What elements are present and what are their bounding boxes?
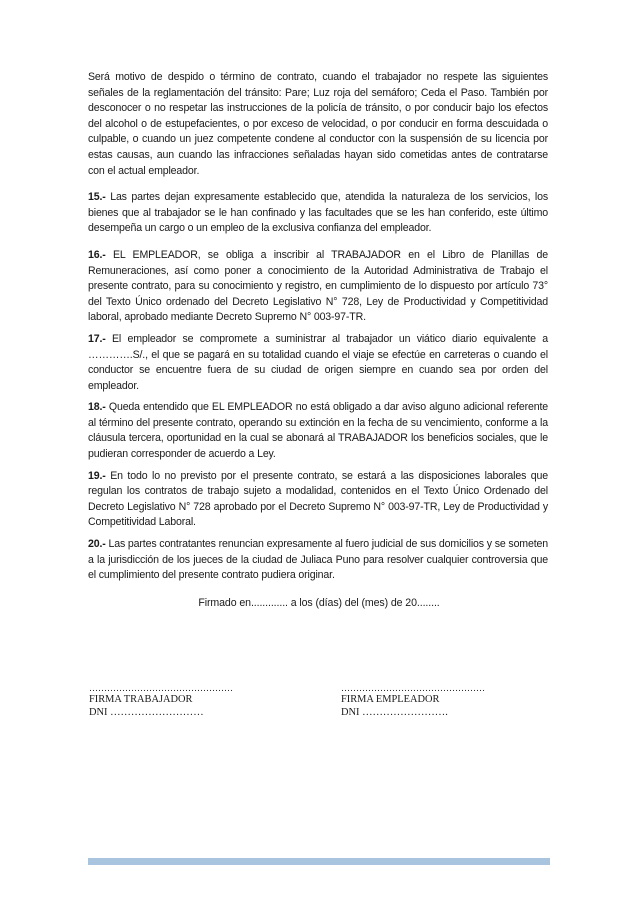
contract-body <box>88 70 548 590</box>
signature-dni: DNI ……………………. <box>341 706 448 718</box>
clause-number: 15.- <box>88 191 106 204</box>
intro-paragraph <box>88 70 548 179</box>
clause-18 <box>88 400 548 462</box>
signature-block-employer <box>341 683 485 719</box>
signature-dni: DNI ……………………… <box>89 706 204 718</box>
clause-text: EL EMPLEADOR, se obliga a inscribir al TRABAJADOR en el Libro de Planillas de Remuneraciones, así como poner a conocimiento de la Autoridad Administrativa de Trabajo el presente contrato, para su conocimiento y registro, en cumplimiento de lo dispuesto por artículo 73° del Texto Único ordenado del Decreto Legislativo N° 728, Ley de Productividad y Competitividad laboral, aprobado mediante Decreto Supremo N° 003-97-TR. <box>88 248 548 324</box>
clause-16 <box>88 248 548 326</box>
signature-title: FIRMA TRABAJADOR <box>89 694 193 705</box>
signature-line: ………………………………………… <box>89 683 233 693</box>
clause-text: Queda entendido que EL EMPLEADOR no está obligado a dar aviso alguno adicional referente al término del presente contrato, operando su extinción en la fecha de su vencimiento, conforme a la cláusula tercera, oportunidad en la cual se abonará al TRABAJADOR los beneficios sociales, que le pudieran corresponder de acuerdo a Ley. <box>88 401 549 461</box>
clause-number: 18.- <box>88 401 106 414</box>
clause-number: 19.- <box>88 469 106 482</box>
clause-17 <box>88 332 548 394</box>
clause-number: 20.- <box>88 538 106 551</box>
clause-15 <box>88 190 548 237</box>
clause-number: 17.- <box>88 332 106 345</box>
clause-text: Las partes dejan expresamente establecido que, atendida la naturaleza de los servicios, los bienes que al trabajador se le han confinado y las facultades que se les han conferido, este último desempeña un cargo o un empleo de la exclusiva confianza del empleador. <box>88 191 549 235</box>
footer-bar <box>88 858 550 865</box>
signature-line: ………………………………………… <box>341 683 485 693</box>
clause-number: 16.- <box>88 248 106 261</box>
signed-place-date: Firmado en............. a los (días) del (mes) de 20........ <box>198 597 440 609</box>
clause-20 <box>88 537 548 584</box>
intro-text: Será motivo de despido o término de contrato, cuando el trabajador no respete las siguientes señales de la reglamentación del tránsito: Pare; Luz roja del semáforo; Ceda el Paso. También por desconocer o no respetar las instrucciones de la policía de tránsito, o por conducir bajo los efectos del alcohol o de estupefacientes, o por exceso de velocidad, o por conducir en forma descuidada o culpable, o cuando un juez competente condene al conductor con la suspensión de su licencia por estas causas, aun cuando las infracciones señaladas hayan sido cometidas antes de contratarse con el actual empleador. <box>88 71 548 177</box>
clause-text: Las partes contratantes renuncian expresamente al fuero judicial de sus domicilios y se someten a la jurisdicción de los jueces de la ciudad de Juliaca Puno para resolver cualquier controversia que el cumplimiento del presente contrato pudiera originar. <box>88 538 549 582</box>
signature-title: FIRMA EMPLEADOR <box>341 694 440 705</box>
clause-19 <box>88 469 548 531</box>
clause-text: En todo lo no previsto por el presente contrato, se estará a las disposiciones laborales que regulan los contratos de trabajo sujeto a modalidad, contenidos en el Texto Único Ordenado del Decreto Legislativo N° 728 aprobado por el Decreto Supremo N° 003-97-TR, Ley de Productividad y Competitividad Laboral. <box>88 469 548 529</box>
signature-block-worker <box>89 683 233 719</box>
clause-text: El empleador se compromete a suministrar al trabajador un viático diario equivalente a ………….S/., el que se pagará en su totalidad cuando el viaje se efectúe en carreteras o cuando el conductor se encuentre fuera de su ciudad de origen siempre en cuando sea por orden del empleador. <box>88 332 548 392</box>
